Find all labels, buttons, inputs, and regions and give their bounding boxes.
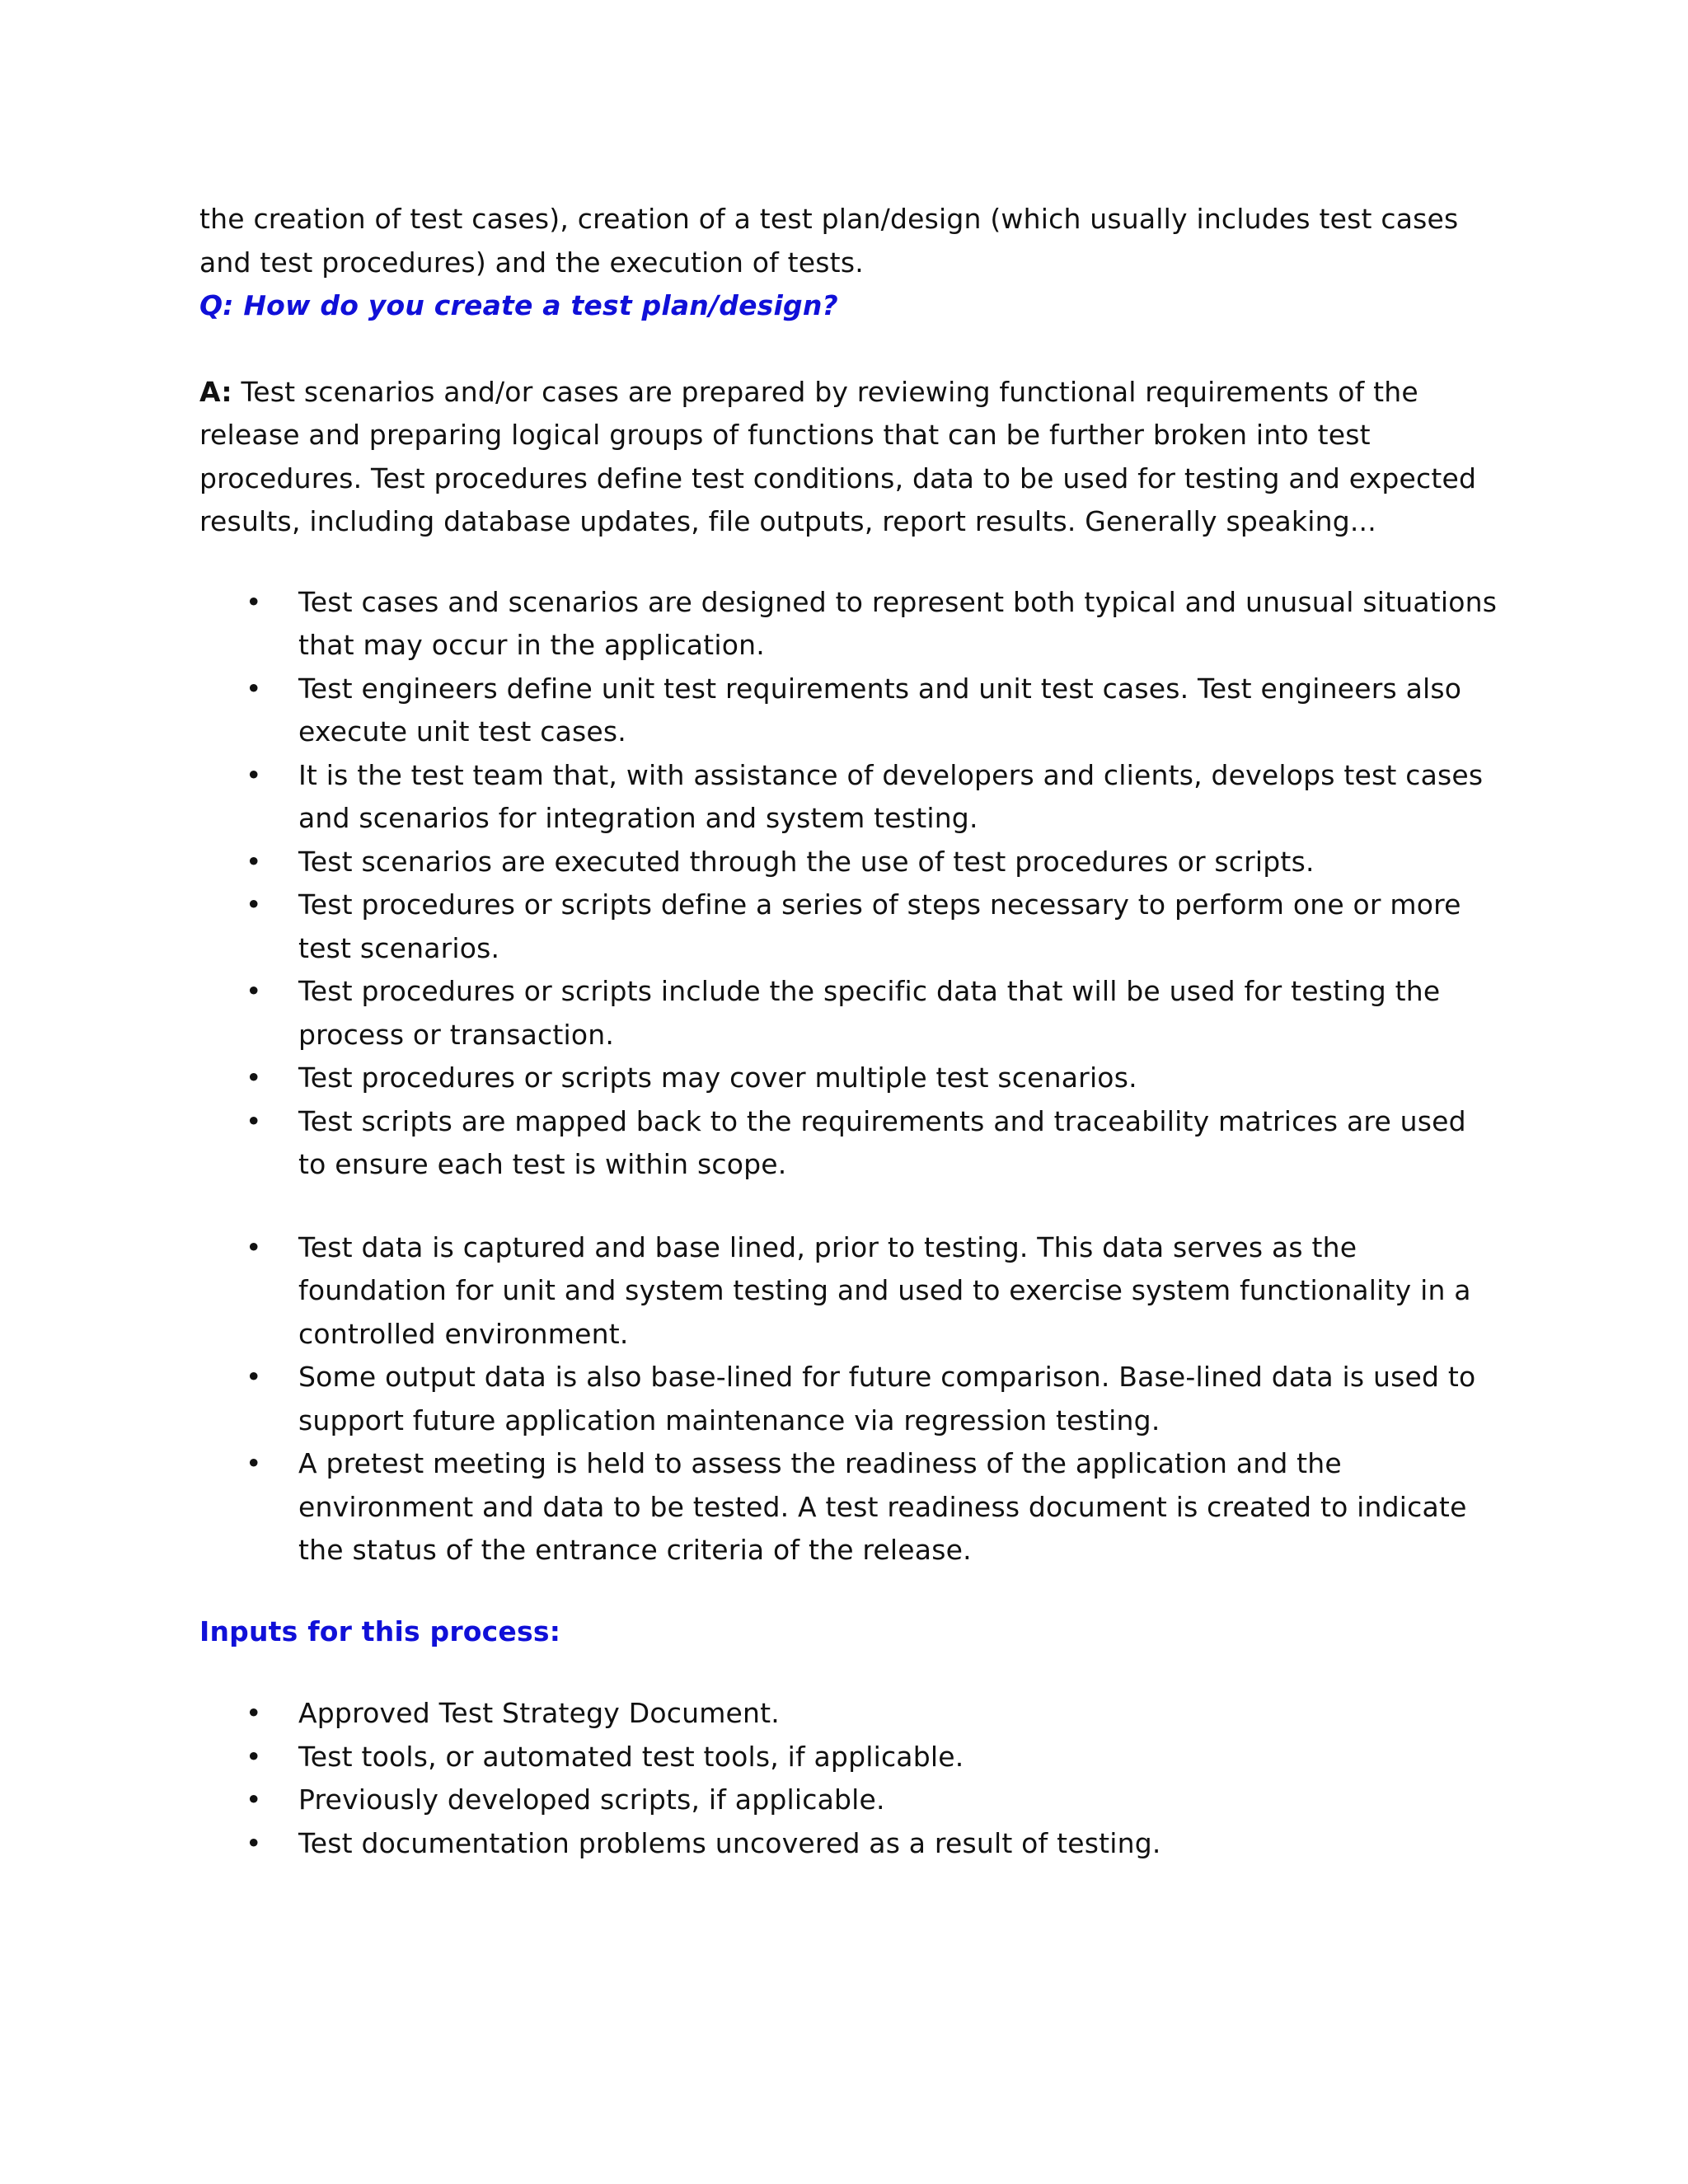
list-item-text: It is the test team that, with assistance of developers and clients, develops test cases and scenarios for integration and system testing.: [298, 758, 1484, 834]
list-item: [199, 970, 1502, 1057]
intro-line-2: and test procedures) and the execution of tests.: [199, 246, 864, 279]
list-item-text: Approved Test Strategy Document.: [298, 1697, 780, 1729]
answer-label: A:: [199, 375, 232, 408]
bullet-icon: •: [246, 888, 262, 921]
list-item: [199, 754, 1502, 841]
list-item-text: Test engineers define unit test requirements and unit test cases. Test engineers also execute unit test cases.: [298, 672, 1462, 748]
inputs-heading: Inputs for this process:: [199, 1615, 561, 1647]
list-item: [199, 841, 1502, 884]
test-data-bullet-list: [199, 1226, 1502, 1572]
list-item: [199, 1822, 1502, 1866]
list-item: [199, 1100, 1502, 1187]
page-content: [199, 198, 1502, 1865]
list-item-text: Test documentation problems uncovered as a result of testing.: [298, 1826, 1161, 1859]
bullet-icon: •: [246, 1783, 262, 1816]
intro-paragraph: [199, 198, 1502, 284]
list-item: [199, 1736, 1502, 1779]
list-item-text: Some output data is also base-lined for future comparison. Base-lined data is used to support future application maintenance via regression testing.: [298, 1361, 1476, 1436]
bullet-icon: •: [246, 758, 262, 791]
list-item-text: Test tools, or automated test tools, if applicable.: [298, 1740, 964, 1773]
list-item-text: Previously developed scripts, if applicable.: [298, 1783, 885, 1816]
list-item-text: Test scenarios are executed through the use of test procedures or scripts.: [298, 845, 1315, 878]
inputs-bullet-list: [199, 1692, 1502, 1865]
list-item: [199, 1692, 1502, 1736]
bullet-icon: •: [246, 1104, 262, 1137]
list-item: [199, 1779, 1502, 1822]
answer-paragraph: [199, 371, 1502, 544]
list-item: [199, 1226, 1502, 1357]
bullet-icon: •: [246, 975, 262, 1007]
list-item-text: Test procedures or scripts define a series of steps necessary to perform one or more test scenarios.: [298, 888, 1461, 964]
bullet-icon: •: [246, 845, 262, 878]
question-heading: Q: How do you create a test plan/design?: [199, 289, 838, 321]
list-item: [199, 883, 1502, 970]
list-item: [199, 668, 1502, 754]
bullet-icon: •: [246, 1447, 262, 1479]
bullet-icon: •: [246, 1826, 262, 1859]
intro-line-1: the creation of test cases), creation of a test plan/design (which usually includes test cases: [199, 203, 1459, 235]
list-item-text: Test cases and scenarios are designed to represent both typical and unusual situations that may occur in the application.: [298, 585, 1498, 661]
list-item-text: A pretest meeting is held to assess the readiness of the application and the environment and data to be tested. A test readiness document is created to indicate the status of the entrance criteria of the release.: [298, 1447, 1467, 1566]
bullet-icon: •: [246, 1230, 262, 1263]
list-item: [199, 581, 1502, 668]
list-item-text: Test procedures or scripts may cover multiple test scenarios.: [298, 1062, 1137, 1094]
list-item-text: Test procedures or scripts include the specific data that will be used for testing the process or transaction.: [298, 975, 1441, 1051]
design-bullet-list: [199, 581, 1502, 1187]
bullet-icon: •: [246, 585, 262, 618]
list-item: [199, 1356, 1502, 1442]
list-item-text: Test scripts are mapped back to the requirements and traceability matrices are used to ensure each test is within scope.: [298, 1104, 1466, 1180]
answer-text: Test scenarios and/or cases are prepared by reviewing functional requirements of the release and preparing logical groups of functions that can be further broken into test procedures. Test procedures define test conditions, data to be used for testing and expected results, including database updates, file outputs, report results. Generally speaking...: [199, 375, 1477, 537]
bullet-icon: •: [246, 672, 262, 705]
bullet-icon: •: [246, 1062, 262, 1094]
list-item-text: Test data is captured and base lined, prior to testing. This data serves as the foundation for unit and system testing and used to exercise system functionality in a controlled environment.: [298, 1230, 1471, 1350]
list-item: [199, 1057, 1502, 1100]
bullet-icon: •: [246, 1361, 262, 1393]
bullet-icon: •: [246, 1697, 262, 1729]
bullet-icon: •: [246, 1740, 262, 1773]
list-item: [199, 1442, 1502, 1572]
